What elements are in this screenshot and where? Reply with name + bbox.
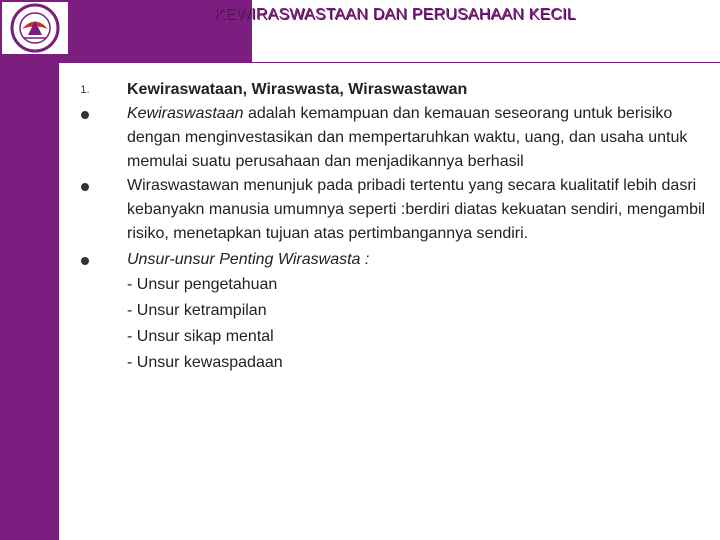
definition-text: Wiraswastawan menunjuk pada pribadi tertentu yang secara kualitatif lebih dasri kebanyakn manusia umumnya seperti :berdiri diatas kekuatan sendiri, mengambil risiko, menetapkan tujuan atas pertimbangannya sendiri. xyxy=(127,177,706,242)
page-title: KEWIRASWASTAAN DAN PERUSAHAAN KECIL xyxy=(214,6,576,23)
section-heading: Kewiraswataan, Wiraswasta, Wiraswastawan xyxy=(127,81,468,98)
bullet-icon xyxy=(78,174,92,199)
sub-list-item: - Unsur ketrampilan xyxy=(127,302,267,319)
list-number: 1. xyxy=(80,84,90,96)
list-item xyxy=(78,78,718,102)
list-item xyxy=(78,174,718,246)
list-item xyxy=(78,248,718,272)
sub-list-item: - Unsur kewaspadaan xyxy=(127,354,283,371)
list-item xyxy=(78,102,718,174)
definition-text: adalah kemampuan dan kemauan seseorang untuk berisiko dengan menginvestasikan dan mempertaruhkan waktu, uang, dan usaha untuk memulai suatu perusahaan dan menjadikannya berhasil xyxy=(127,105,688,170)
slide-content xyxy=(78,78,718,376)
term-kewiraswastaan: Kewiraswastaan xyxy=(127,105,244,122)
bullet-icon xyxy=(78,102,92,127)
subheading: Unsur-unsur Penting Wiraswasta : xyxy=(127,251,370,268)
bullet-icon xyxy=(78,248,92,273)
header-divider xyxy=(59,62,720,63)
left-band xyxy=(0,0,59,540)
sub-list-item: - Unsur sikap mental xyxy=(127,328,274,345)
sub-list-item: - Unsur pengetahuan xyxy=(127,276,278,293)
